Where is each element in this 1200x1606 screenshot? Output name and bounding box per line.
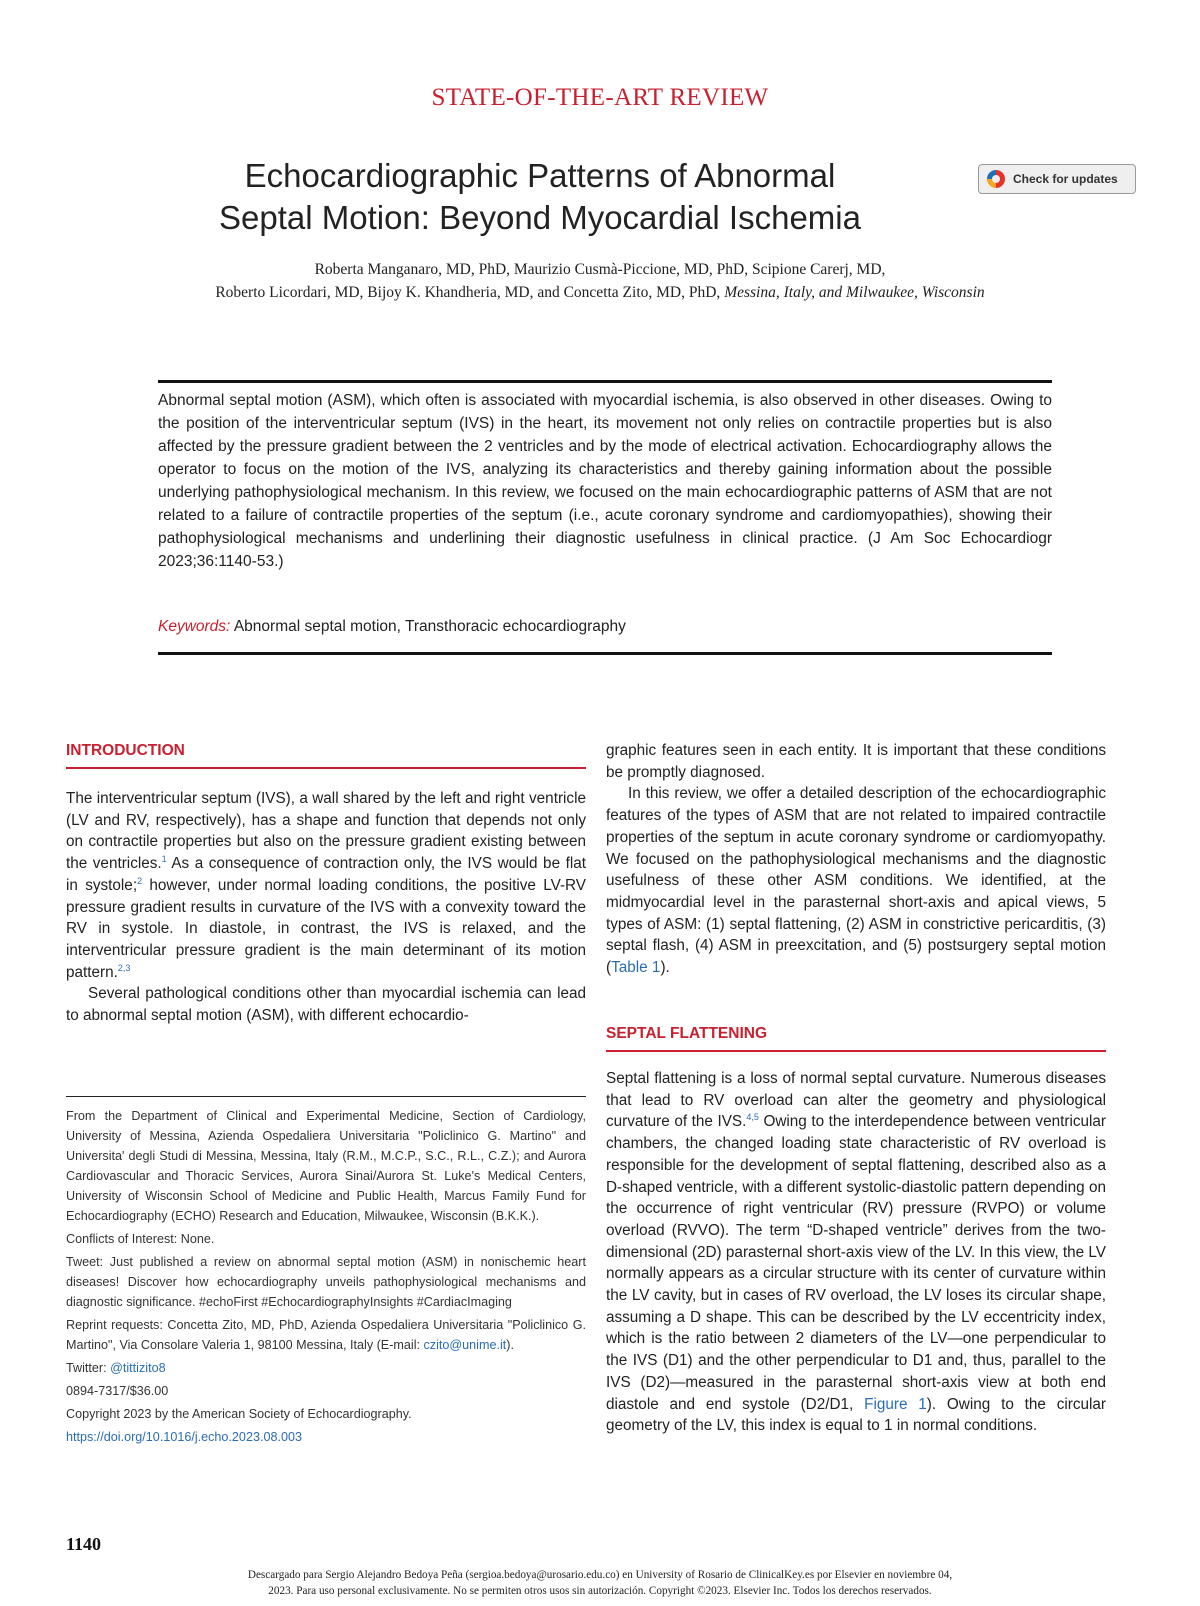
twitter-link[interactable]: @tittizito8 [110, 1361, 166, 1375]
septal-paragraph-1: Septal flattening is a loss of normal septal curvature. Numerous diseases that lead to RV overload can alter the geometry and physiological curvature of the IVS.$^{4,5}$ Owing to the interdependence between ventricular chambers, the changed loading state characteristic of RV overload is responsible for the development of septal flattening, described also as a D-shaped ventricle, with a different systolic-diastolic pattern depending on the occurrence of right ventricular (RV) pressure (RVPO) or volume overload (RVVO). The term “D-shaped ventricle” derives from the two-dimensional (2D) parasternal short-axis view of the LV. In this view, the LV normally appears as a circular structure with its center of curvature within the LV cavity, but in cases of RV overload, the LV loses its circular shape, assuming a D shape. This can be described by the LV eccentricity index, which is the ratio between 2 diameters of the LV—one perpendicular to the IVS (D1) and the other perpendicular to D1 and, thus, parallel to the IVS (D2)—measured in the parasternal short-axis view at both end diastole and end systole (D2/D1, Figure 1). Owing to the circular geometry of the LV, this index is equal to 1 in normal conditions. [606, 1070, 1106, 1435]
copyright-note: Copyright 2023 by the American Society of Echocardiography. [66, 1407, 412, 1421]
download-notice [0, 1567, 1200, 1599]
citation-link[interactable]: 2,3 [117, 962, 131, 973]
citation-link[interactable]: 4,5 [746, 1112, 759, 1123]
abstract-top-rule [158, 380, 1052, 383]
septal-flattening-heading-rule [606, 1050, 1106, 1052]
section-kicker: STATE-OF-THE-ART REVIEW [431, 84, 769, 111]
title-line-1: Echocardiographic Patterns of Abnormal [244, 157, 836, 194]
article-title [140, 155, 940, 239]
email-link[interactable]: czito@unime.it [423, 1338, 507, 1352]
septal-flattening-heading: SEPTAL FLATTENING [606, 1025, 768, 1042]
affiliation-note: From the Department of Clinical and Experimental Medicine, Section of Cardiology, University of Messina, Azienda Ospedaliera Universitaria "Policlinico G. Martino" and Universita' degli Studi di Messina, Messina, Italy (R.M., M.C.P., S.C., R.L., C.Z.); and Aurora Cardiovascular and Thoracic Services, Aurora Sinai/Aurora St. Luke's Medical Centers, University of Wisconsin School of Medicine and Public Health, Marcus Family Fund for Echocardiography (ECHO) Research and Education, Milwaukee, Wisconsin (B.K.K.). [66, 1109, 586, 1223]
introduction-heading-rule [66, 767, 586, 769]
citation-link[interactable]: 2 [137, 875, 143, 886]
right-paragraph-2: In this review, we offer a detailed description of the echocardiographic features of the types of ASM that are not related to impaired contractile properties of the septum in acute coronary syndrome or cardiomyopathy. We focused on the pathophysiological mechanisms and the diagnostic usefulness of these other ASM conditions. We identified, at the midmyocardial level in the parasternal short-axis and apical views, 5 types of ASM: (1) septal flattening, (2) ASM in constrictive pericarditis, (3) septal flash, (4) ASM in preexcitation, and (5) postsurgery septal motion (Table 1). [606, 785, 1106, 977]
keywords [158, 618, 1052, 636]
download-notice-line-1: Descargado para Sergio Alejandro Bedoya Peña (sergioa.bedoya@urosario.edu.co) en University of Rosario de ClinicalKey.es por Elsevier en noviembre 04, [247, 1569, 953, 1581]
title-line-2: Septal Motion: Beyond Myocardial Ischemia [219, 199, 861, 236]
keywords-list: Abnormal septal motion, Transthoracic echocardiography [233, 618, 626, 635]
introduction-heading: INTRODUCTION [66, 742, 185, 759]
check-for-updates-button[interactable] [978, 164, 1136, 194]
download-notice-line-2: 2023. Para uso personal exclusivamente. No se permiten otros usos sin autorización. Copyright ©2023. Elsevier Inc. Todos los derechos reservados. [268, 1585, 932, 1597]
abstract-text: Abnormal septal motion (ASM), which often is associated with myocardial ischemia, is also observed in other diseases. Owing to the position of the interventricular septum (IVS) in the heart, its movement not only relies on contractile properties but is also affected by the pressure gradient between the 2 ventricles and by the mode of electrical activation. Echocardiography allows the operator to focus on the motion of the IVS, analyzing its characteristics and thereby gaining information about the possible underlying pathophysiological mechanism. In this review, we focused on the main echocardiographic patterns of ASM that are not related to a failure of contractile properties of the septum (i.e., acute coronary syndrome and cardiomyopathies), showing their pathophysiological mechanisms and underlining their diagnostic usefulness in clinical practice. (J Am Soc Echocardiogr 2023;36:1140-53.) [158, 392, 1052, 570]
authors-line-1: Roberta Manganaro, MD, PhD, Maurizio Cusmà-Piccione, MD, PhD, Scipione Carerj, MD, [314, 261, 886, 278]
introduction-paragraph-2: Several pathological conditions other than myocardial ischemia can lead to abnormal septal motion (ASM), with different echocardio- [66, 985, 586, 1025]
check-for-updates-label: Check for updates [1013, 172, 1118, 186]
keywords-label: Keywords: [158, 618, 231, 635]
introduction-body [66, 788, 586, 1027]
footnote-rule [66, 1096, 586, 1097]
footnotes [66, 1106, 586, 1450]
right-column-intro-continued [606, 740, 1106, 979]
author-location: Messina, Italy, and Milwaukee, Wisconsin [724, 284, 985, 301]
issn-note: 0894-7317/$36.00 [66, 1384, 169, 1398]
authors-line-2: Roberto Licordari, MD, Bijoy K. Khandheria, MD, and Concetta Zito, MD, PhD, [215, 284, 721, 301]
introduction-paragraph-1: The interventricular septum (IVS), a wall shared by the left and right ventricle (LV and RV, respectively), has a shape and function that depends not only on contractile properties but also on the pressure gradient existing between the ventricles.$^1$ As a consequence of contraction only, the IVS would be flat in systole;$^2$ however, under normal loading conditions, the positive LV-RV pressure gradient results in curvature of the IVS with a convexity toward the RV in systole. In diastole, in contrast, the IVS is relaxed, and the interventricular pressure gradient is the main determinant of its motion pattern.$^{2,3}$ [66, 790, 587, 981]
septal-flattening-body [606, 1068, 1106, 1437]
right-paragraph-1: graphic features seen in each entity. It is important that these conditions be promptly diagnosed. [606, 742, 1106, 781]
author-list [150, 258, 1050, 304]
tweet-note: Tweet: Just published a review on abnormal septal motion (ASM) in nonischemic heart diseases! Discover how echocardiography unveils pathophysiological mechanisms and diagnostic significance. #echoFirst #EchocardiographyInsights #CardiacImaging [66, 1255, 586, 1309]
figure-1-link[interactable]: Figure 1 [864, 1395, 927, 1413]
twitter-note: Twitter: @tittizito8 [66, 1361, 166, 1375]
page-number: 1140 [66, 1534, 102, 1554]
reprint-note: Reprint requests: Concetta Zito, MD, PhD, Azienda Ospedaliera Universitaria "Policlinico G. Martino", Via Consolare Valeria 1, 98100 Messina, Italy (E-mail: czito@unime.it). [66, 1318, 586, 1352]
crossmark-icon [987, 170, 1005, 188]
table-1-link[interactable]: Table 1 [611, 959, 661, 977]
abstract-bottom-rule [158, 652, 1052, 655]
citation-link[interactable]: 1 [161, 854, 167, 865]
doi-link[interactable]: https://doi.org/10.1016/j.echo.2023.08.003 [66, 1430, 302, 1444]
conflicts-note: Conflicts of Interest: None. [66, 1232, 215, 1246]
